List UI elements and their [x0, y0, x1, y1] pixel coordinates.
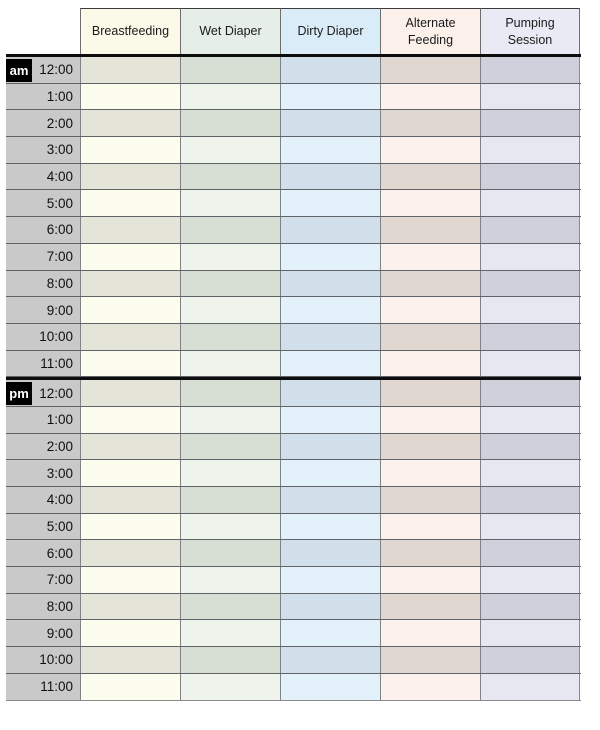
log-cell-pumping-session-pm-9:00[interactable]: [480, 620, 580, 646]
log-cell-wet-diaper-pm-2:00[interactable]: [180, 434, 280, 460]
time-label: 3:00: [46, 142, 73, 158]
log-cell-pumping-session-pm-2:00[interactable]: [480, 434, 580, 460]
time-label-cell: [6, 514, 80, 540]
log-cell-dirty-diaper-am-2:00[interactable]: [280, 110, 380, 136]
time-label-cell: [6, 434, 80, 460]
hour-row-am-12:00: [6, 57, 581, 84]
column-header-label: Dirty Diaper: [297, 24, 364, 39]
time-label-cell: [6, 110, 80, 136]
time-label-cell: [6, 271, 80, 297]
log-cell-pumping-session-pm-7:00[interactable]: [480, 567, 580, 593]
log-cell-wet-diaper-am-1:00[interactable]: [180, 84, 280, 110]
hour-row-am-10:00: [6, 324, 581, 351]
log-cell-breastfeeding-am-12:00[interactable]: [80, 57, 180, 83]
hour-row-am-9:00: [6, 297, 581, 324]
column-header-wet-diaper: [180, 8, 280, 54]
log-cell-alternate-feeding-am-9:00[interactable]: [380, 297, 480, 323]
time-label-cell: [6, 647, 80, 673]
period-badge-pm: pm: [6, 382, 32, 405]
log-cell-pumping-session-pm-10:00[interactable]: [480, 647, 580, 673]
log-cell-alternate-feeding-am-10:00[interactable]: [380, 324, 480, 350]
log-cell-pumping-session-pm-8:00[interactable]: [480, 594, 580, 620]
time-label: 7:00: [46, 249, 73, 265]
log-cell-breastfeeding-am-9:00[interactable]: [80, 297, 180, 323]
log-cell-wet-diaper-am-8:00[interactable]: [180, 271, 280, 297]
log-cell-dirty-diaper-am-10:00[interactable]: [280, 324, 380, 350]
log-cell-dirty-diaper-pm-8:00[interactable]: [280, 594, 380, 620]
hour-row-am-11:00: [6, 351, 581, 378]
column-header-label: Wet Diaper: [199, 24, 262, 39]
log-cell-breastfeeding-am-1:00[interactable]: [80, 84, 180, 110]
header-row: [6, 8, 581, 54]
time-label: 5:00: [46, 519, 73, 535]
time-label: 8:00: [46, 275, 73, 291]
log-cell-wet-diaper-am-4:00[interactable]: [180, 164, 280, 190]
log-cell-pumping-session-pm-4:00[interactable]: [480, 487, 580, 513]
hour-row-pm-11:00: [6, 674, 581, 701]
log-cell-wet-diaper-am-9:00[interactable]: [180, 297, 280, 323]
log-cell-breastfeeding-pm-12:00[interactable]: [80, 380, 180, 406]
log-cell-pumping-session-am-2:00[interactable]: [480, 110, 580, 136]
log-cell-alternate-feeding-am-1:00[interactable]: [380, 84, 480, 110]
log-cell-alternate-feeding-pm-7:00[interactable]: [380, 567, 480, 593]
log-cell-pumping-session-am-7:00[interactable]: [480, 244, 580, 270]
time-label-cell: [6, 460, 80, 486]
log-cell-pumping-session-pm-1:00[interactable]: [480, 407, 580, 433]
log-cell-wet-diaper-pm-4:00[interactable]: [180, 487, 280, 513]
log-cell-wet-diaper-am-7:00[interactable]: [180, 244, 280, 270]
time-label: 7:00: [46, 572, 73, 588]
log-cell-dirty-diaper-pm-4:00[interactable]: [280, 487, 380, 513]
time-label: 12:00: [39, 385, 73, 401]
time-label-cell: [6, 57, 80, 83]
log-cell-breastfeeding-pm-6:00[interactable]: [80, 540, 180, 566]
log-cell-wet-diaper-pm-8:00[interactable]: [180, 594, 280, 620]
time-label-cell: [6, 620, 80, 646]
log-cell-dirty-diaper-pm-7:00[interactable]: [280, 567, 380, 593]
time-label: 2:00: [46, 438, 73, 454]
column-header-pumping-session: [480, 8, 580, 54]
hour-row-pm-5:00: [6, 514, 581, 541]
log-cell-pumping-session-pm-5:00[interactable]: [480, 514, 580, 540]
log-cell-breastfeeding-am-6:00[interactable]: [80, 217, 180, 243]
log-cell-alternate-feeding-am-6:00[interactable]: [380, 217, 480, 243]
log-cell-alternate-feeding-pm-10:00[interactable]: [380, 647, 480, 673]
log-cell-breastfeeding-pm-7:00[interactable]: [80, 567, 180, 593]
log-cell-wet-diaper-pm-9:00[interactable]: [180, 620, 280, 646]
log-cell-alternate-feeding-pm-8:00[interactable]: [380, 594, 480, 620]
period-badge-am: am: [6, 59, 32, 82]
log-cell-pumping-session-pm-11:00[interactable]: [480, 674, 580, 700]
log-cell-dirty-diaper-am-12:00[interactable]: [280, 57, 380, 83]
log-cell-pumping-session-am-10:00[interactable]: [480, 324, 580, 350]
time-label-cell: [6, 351, 80, 377]
hour-row-pm-10:00: [6, 647, 581, 674]
time-label-cell: [6, 164, 80, 190]
time-label: 3:00: [46, 465, 73, 481]
log-cell-dirty-diaper-am-4:00[interactable]: [280, 164, 380, 190]
log-cell-breastfeeding-am-10:00[interactable]: [80, 324, 180, 350]
log-cell-alternate-feeding-am-2:00[interactable]: [380, 110, 480, 136]
time-label-cell: [6, 84, 80, 110]
log-cell-dirty-diaper-am-5:00[interactable]: [280, 190, 380, 216]
time-label: 4:00: [46, 492, 73, 508]
log-cell-pumping-session-am-9:00[interactable]: [480, 297, 580, 323]
log-cell-dirty-diaper-pm-6:00[interactable]: [280, 540, 380, 566]
log-cell-breastfeeding-am-2:00[interactable]: [80, 110, 180, 136]
log-cell-pumping-session-am-8:00[interactable]: [480, 271, 580, 297]
time-label-cell: [6, 487, 80, 513]
log-cell-pumping-session-am-11:00[interactable]: [480, 351, 580, 377]
hour-row-am-5:00: [6, 190, 581, 217]
time-label-cell: [6, 594, 80, 620]
column-header-dirty-diaper: [280, 8, 380, 54]
column-header-breastfeeding: [80, 8, 180, 54]
log-cell-dirty-diaper-pm-3:00[interactable]: [280, 460, 380, 486]
hour-row-am-3:00: [6, 137, 581, 164]
log-cell-alternate-feeding-am-3:00[interactable]: [380, 137, 480, 163]
log-cell-dirty-diaper-pm-10:00[interactable]: [280, 647, 380, 673]
log-cell-breastfeeding-pm-1:00[interactable]: [80, 407, 180, 433]
log-cell-alternate-feeding-pm-9:00[interactable]: [380, 620, 480, 646]
time-label-cell: [6, 567, 80, 593]
log-cell-alternate-feeding-am-7:00[interactable]: [380, 244, 480, 270]
hour-row-pm-3:00: [6, 460, 581, 487]
time-label: 6:00: [46, 545, 73, 561]
log-cell-dirty-diaper-pm-11:00[interactable]: [280, 674, 380, 700]
time-label: 4:00: [46, 169, 73, 185]
time-label: 2:00: [46, 115, 73, 131]
column-header-label: Pumping Session: [505, 16, 555, 47]
log-cell-breastfeeding-am-7:00[interactable]: [80, 244, 180, 270]
log-cell-breastfeeding-am-8:00[interactable]: [80, 271, 180, 297]
daily-log-table: [6, 8, 581, 701]
log-cell-wet-diaper-pm-5:00[interactable]: [180, 514, 280, 540]
log-cell-breastfeeding-pm-9:00[interactable]: [80, 620, 180, 646]
log-cell-alternate-feeding-pm-2:00[interactable]: [380, 434, 480, 460]
log-cell-dirty-diaper-pm-12:00[interactable]: [280, 380, 380, 406]
time-label-cell: [6, 297, 80, 323]
time-label-cell: [6, 324, 80, 350]
log-cell-pumping-session-am-6:00[interactable]: [480, 217, 580, 243]
log-cell-dirty-diaper-am-8:00[interactable]: [280, 271, 380, 297]
log-cell-pumping-session-pm-6:00[interactable]: [480, 540, 580, 566]
log-cell-dirty-diaper-pm-1:00[interactable]: [280, 407, 380, 433]
log-cell-breastfeeding-am-5:00[interactable]: [80, 190, 180, 216]
log-cell-wet-diaper-pm-12:00[interactable]: [180, 380, 280, 406]
log-cell-wet-diaper-pm-11:00[interactable]: [180, 674, 280, 700]
log-cell-dirty-diaper-pm-5:00[interactable]: [280, 514, 380, 540]
log-cell-wet-diaper-pm-6:00[interactable]: [180, 540, 280, 566]
log-cell-alternate-feeding-am-4:00[interactable]: [380, 164, 480, 190]
log-cell-pumping-session-pm-3:00[interactable]: [480, 460, 580, 486]
log-cell-dirty-diaper-am-3:00[interactable]: [280, 137, 380, 163]
column-header-label: Alternate Feeding: [405, 16, 456, 47]
log-cell-pumping-session-pm-12:00[interactable]: [480, 380, 580, 406]
log-cell-wet-diaper-am-12:00[interactable]: [180, 57, 280, 83]
column-header-label: Breastfeeding: [91, 24, 170, 39]
hour-row-am-2:00: [6, 110, 581, 137]
time-label-cell: [6, 244, 80, 270]
time-label: 5:00: [46, 195, 73, 211]
column-header-alternate-feeding: [380, 8, 480, 54]
log-cell-breastfeeding-pm-11:00[interactable]: [80, 674, 180, 700]
log-cell-breastfeeding-pm-3:00[interactable]: [80, 460, 180, 486]
hour-row-pm-6:00: [6, 540, 581, 567]
log-cell-dirty-diaper-am-9:00[interactable]: [280, 297, 380, 323]
log-cell-wet-diaper-am-11:00[interactable]: [180, 351, 280, 377]
log-cell-breastfeeding-am-3:00[interactable]: [80, 137, 180, 163]
time-label-cell: [6, 540, 80, 566]
log-cell-dirty-diaper-pm-9:00[interactable]: [280, 620, 380, 646]
log-cell-breastfeeding-pm-5:00[interactable]: [80, 514, 180, 540]
log-cell-dirty-diaper-am-7:00[interactable]: [280, 244, 380, 270]
log-cell-pumping-session-am-5:00[interactable]: [480, 190, 580, 216]
log-cell-alternate-feeding-am-11:00[interactable]: [380, 351, 480, 377]
log-cell-breastfeeding-am-11:00[interactable]: [80, 351, 180, 377]
log-cell-pumping-session-am-3:00[interactable]: [480, 137, 580, 163]
hour-row-pm-12:00: [6, 380, 581, 407]
header-corner-spacer: [6, 8, 80, 54]
hour-row-am-8:00: [6, 271, 581, 298]
log-cell-breastfeeding-pm-4:00[interactable]: [80, 487, 180, 513]
log-cell-alternate-feeding-pm-1:00[interactable]: [380, 407, 480, 433]
time-label-cell: [6, 407, 80, 433]
time-label-cell: [6, 674, 80, 700]
log-cell-breastfeeding-pm-8:00[interactable]: [80, 594, 180, 620]
time-label: 9:00: [46, 302, 73, 318]
hour-row-pm-4:00: [6, 487, 581, 514]
hour-row-am-1:00: [6, 84, 581, 111]
log-cell-alternate-feeding-pm-11:00[interactable]: [380, 674, 480, 700]
hour-row-pm-1:00: [6, 407, 581, 434]
log-cell-wet-diaper-am-10:00[interactable]: [180, 324, 280, 350]
log-cell-pumping-session-am-4:00[interactable]: [480, 164, 580, 190]
log-cell-wet-diaper-am-2:00[interactable]: [180, 110, 280, 136]
log-cell-wet-diaper-pm-1:00[interactable]: [180, 407, 280, 433]
log-cell-wet-diaper-pm-10:00[interactable]: [180, 647, 280, 673]
log-cell-breastfeeding-am-4:00[interactable]: [80, 164, 180, 190]
log-cell-pumping-session-am-12:00[interactable]: [480, 57, 580, 83]
log-cell-wet-diaper-pm-3:00[interactable]: [180, 460, 280, 486]
log-cell-pumping-session-am-1:00[interactable]: [480, 84, 580, 110]
time-label: 9:00: [46, 625, 73, 641]
hour-row-am-7:00: [6, 244, 581, 271]
hour-row-am-4:00: [6, 164, 581, 191]
log-cell-alternate-feeding-pm-4:00[interactable]: [380, 487, 480, 513]
log-cell-wet-diaper-pm-7:00[interactable]: [180, 567, 280, 593]
time-label: 10:00: [39, 329, 73, 345]
time-label: 11:00: [40, 679, 73, 695]
log-cell-wet-diaper-am-3:00[interactable]: [180, 137, 280, 163]
time-label: 8:00: [46, 599, 73, 615]
log-cell-alternate-feeding-pm-5:00[interactable]: [380, 514, 480, 540]
log-cell-alternate-feeding-am-5:00[interactable]: [380, 190, 480, 216]
time-label: 12:00: [39, 62, 73, 78]
time-label: 1:00: [46, 412, 73, 428]
log-cell-alternate-feeding-am-12:00[interactable]: [380, 57, 480, 83]
hour-row-am-6:00: [6, 217, 581, 244]
log-cell-alternate-feeding-pm-3:00[interactable]: [380, 460, 480, 486]
time-label: 1:00: [46, 89, 73, 105]
table-body: [6, 57, 581, 701]
time-label: 6:00: [46, 222, 73, 238]
time-label: 11:00: [40, 355, 73, 371]
log-cell-wet-diaper-am-5:00[interactable]: [180, 190, 280, 216]
log-cell-breastfeeding-pm-2:00[interactable]: [80, 434, 180, 460]
time-label-cell: [6, 380, 80, 406]
hour-row-pm-2:00: [6, 434, 581, 461]
log-cell-alternate-feeding-pm-12:00[interactable]: [380, 380, 480, 406]
time-label-cell: [6, 217, 80, 243]
log-cell-breastfeeding-pm-10:00[interactable]: [80, 647, 180, 673]
log-cell-alternate-feeding-pm-6:00[interactable]: [380, 540, 480, 566]
time-label-cell: [6, 190, 80, 216]
hour-row-pm-9:00: [6, 620, 581, 647]
log-cell-wet-diaper-am-6:00[interactable]: [180, 217, 280, 243]
hour-row-pm-8:00: [6, 594, 581, 621]
hour-row-pm-7:00: [6, 567, 581, 594]
log-cell-dirty-diaper-pm-2:00[interactable]: [280, 434, 380, 460]
log-cell-dirty-diaper-am-1:00[interactable]: [280, 84, 380, 110]
time-label-cell: [6, 137, 80, 163]
time-label: 10:00: [39, 652, 73, 668]
log-cell-dirty-diaper-am-11:00[interactable]: [280, 351, 380, 377]
log-cell-alternate-feeding-am-8:00[interactable]: [380, 271, 480, 297]
log-cell-dirty-diaper-am-6:00[interactable]: [280, 217, 380, 243]
